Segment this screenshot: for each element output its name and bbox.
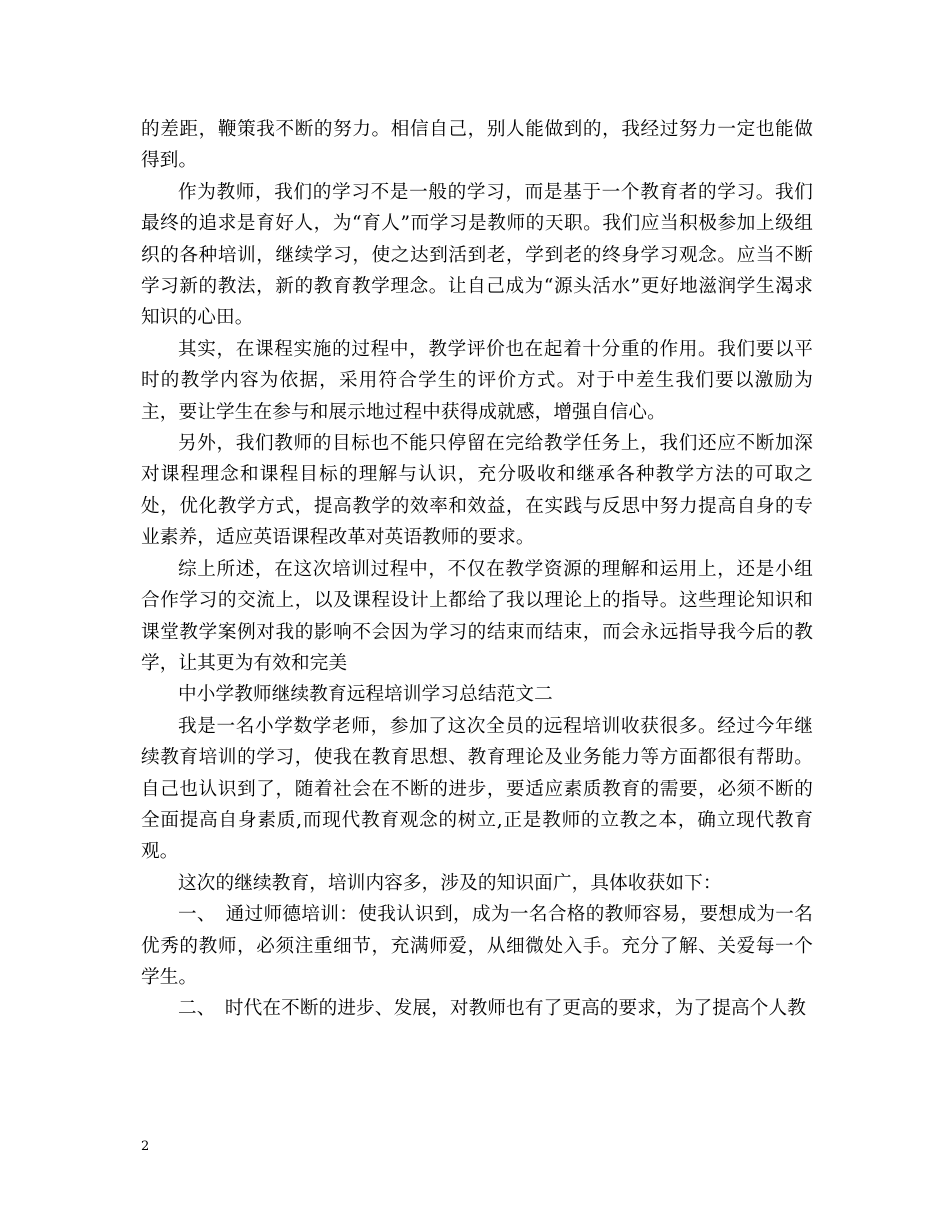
paragraph: 综上所述，在这次培训过程中，不仅在教学资源的理解和运用上，还是小组合作学习的交流上，以及课程设计上都给了我以理论上的指导。这些理论知识和课堂教学案例对我的影响不会因为学习的结束而结束，而会永远指导我今后的教学，让其更为有效和完美 — [141, 558, 813, 674]
page-number: 2 — [141, 1139, 150, 1154]
paragraph: 这次的继续教育，培训内容多，涉及的知识面广，具体收获如下： — [178, 872, 722, 894]
paragraph: 作为教师，我们的学习不是一般的学习，而是基于一个教育者的学习。我们最终的追求是育好人，为“育人”而学习是教师的天职。我们应当积极参加上级组织的各种培训，继续学习，使之达到活到老，学到老的终身学习观念。应当不断学习新的教法，新的教育教学理念。让自己成为“源头活水”更好地滋润学生渴求知识的心田。 — [141, 181, 813, 329]
paragraph: 另外，我们教师的目标也不能只停留在完给教学任务上，我们还应不断加深对课程理念和课程目标的理解与认识，充分吸收和继承各种教学方法的可取之处，优化教学方式，提高教学的效率和效益，在实践与反思中努力提高自身的专业素养，适应英语课程改革对英语教师的要求。 — [141, 433, 813, 549]
section-heading: 中小学教师继续教育远程培训学习总结范文二 — [178, 684, 553, 706]
paragraph: 的差距，鞭策我不断的努力。相信自己，别人能做到的，我经过努力一定也能做得到。 — [141, 119, 813, 172]
paragraph: 我是一名小学数学老师，参加了这次全员的远程培训收获很多。经过今年继续教育培训的学习，使我在教育思想、教育理论及业务能力等方面都很有帮助。自己也认识到了，随着社会在不断的进步，要适应素质教育的需要，必须不断的全面提高自身素质,而现代教育观念的树立,正是教师的立教之本，确立现代教育观。 — [141, 715, 813, 863]
list-item: 二、 时代在不断的进步、发展，对教师也有了更高的要求，为了提高个人教 — [178, 998, 806, 1020]
document-body — [141, 114, 813, 1025]
list-item: 一、 通过师德培训：使我认识到，成为一名合格的教师容易，要想成为一名优秀的教师，必须注重细节，充满师爱，从细微处入手。充分了解、关爱每一个学生。 — [141, 904, 813, 988]
paragraph: 其实，在课程实施的过程中，教学评价也在起着十分重的作用。我们要以平时的教学内容为依据，采用符合学生的评价方式。对于中差生我们要以激励为主，要让学生在参与和展示地过程中获得成就感，增强自信心。 — [141, 338, 813, 423]
